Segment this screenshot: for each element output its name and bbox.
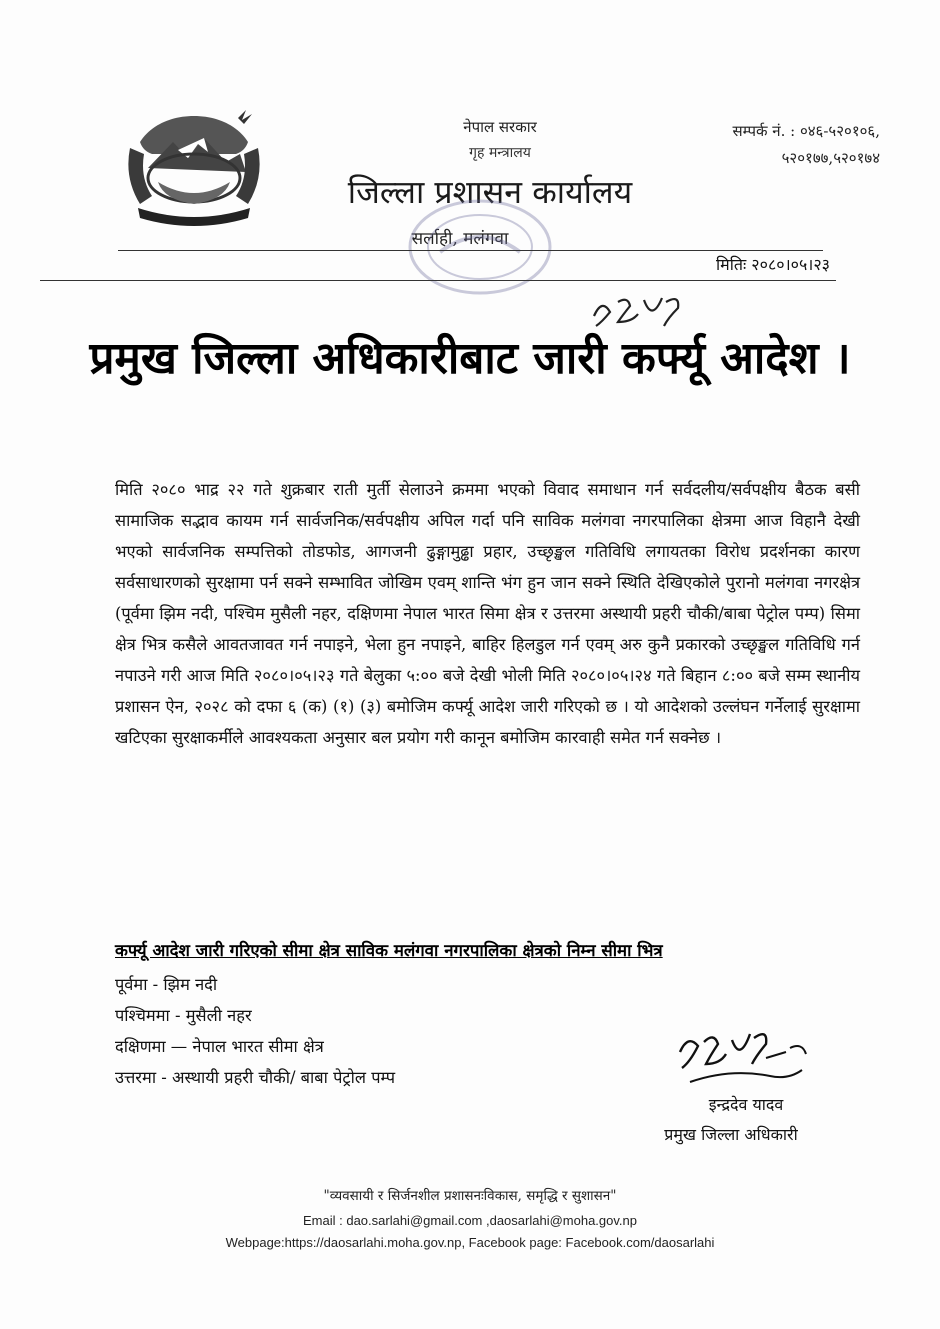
boundary-east: पूर्वमा - झिम नदी [115,975,218,994]
issue-date: मितिः २०८०।०५।२३ [716,255,830,274]
date-rule [40,280,836,281]
footer-slogan: "व्यवसायी र सिर्जनशील प्रशासनःविकास, समृद्धि र सुशासन" [323,1188,617,1204]
signatory-designation: प्रमुख जिल्ला अधिकारी [664,1125,798,1144]
header-rule [118,250,823,251]
boundary-list [115,969,395,1093]
office-name: जिल्ला प्रशासन कार्यालय [347,173,633,211]
footer-email: Email : dao.sarlahi@gmail.com ,daosarlahi@moha.gov.np [303,1213,637,1228]
ministry-name: गृह मन्त्रालय [469,145,531,161]
boundary-north: उत्तरमा - अस्थायी प्रहरी चौकी/ बाबा पेट्रोल पम्प [115,1068,396,1087]
order-body: मिति २०८० भाद्र २२ गते शुक्रबार राती मुर्ती सेलाउने क्रममा भएको विवाद समाधान गर्न सर्वदलीय/सर्वपक्षीय बैठक बसी सामाजिक सद्भाव कायम गर्न सार्वजनिक/सर्वपक्षीय अपिल गर्दा पनि साविक मलंगवा नगरपालिका क्षेत्रमा आज विहानै देखी भएको सार्वजनिक सम्पत्तिको तोडफोड, आगजनी ढुङ्गामुढ्ढा प्रहार, उच्छृङ्खल गतिविधि लगायतका विरोध प्रदर्शनका कारण सर्वसाधारणको सुरक्षामा पर्न सक्ने सम्भावित जोखिम एवम् शान्ति भंग हुन जान सक्ने स्थिति देखिएकोले पुरानो मलंगवा नगरक्षेत्र (पूर्वमा झिम नदी, पश्चिम मुसैली नहर, दक्षिणमा नेपाल भारत सिमा क्षेत्र र उत्तरमा अस्थायी प्रहरी चौकी/बाबा पेट्रोल पम्प) सिमा क्षेत्र भित्र कसैले आवतजावत गर्न नपाइने, भेला हुन नपाइने, बाहिर हिलडुल गर्न एवम् अरु कुनै प्रकारको उच्छृङ्खल गतिविधि गर्न नपाउने गरी आज मिति २०८०।०५।२३ गते बेलुका ५:०० बजे देखी भोली मिति २०८०।०५।२४ गते बिहान ८:०० बजे सम्म स्थानीय प्रशासन ऐन, २०२८ को दफा ६ (क) (१) (३) बमोजिम कर्फ्यू आदेश जारी गरिएको छ । यो आदेशको उल्लंघन गर्नेलाई सुरक्षामा खटिएका सुरक्षाकर्मीले आवश्यकता अनुसार बल प्रयोग गरी कानून बमोजिम कारवाही समेत गर्न सक्नेछ । [115,480,860,747]
signatory-name: इन्द्रदेव यादव [708,1095,784,1114]
contact-info [733,118,880,172]
contact-line-1: सम्पर्क नं. : ०४६-५२०१०६, [732,122,880,140]
government-name: नेपाल सरकार [463,118,537,136]
footer-webpage: Webpage:https://daosarlahi.moha.gov.np, Facebook page: Facebook.com/daosarlahi [225,1235,715,1250]
office-stamp-icon [400,192,560,302]
document-title: प्रमुख जिल्ला अधिकारीबाट जारी कर्फ्यू आदेश । [89,333,851,384]
boundary-subject: कर्फ्यू आदेश जारी गरिएको सीमा क्षेत्र साविक मलंगवा नगरपालिका क्षेत्रको निम्न सीमा भित्र [115,940,663,960]
nepal-emblem-icon [118,108,270,226]
contact-line-2: ५२०१७७,५२०१७४ [781,149,880,167]
boundary-south: दक्षिणमा — नेपाल भारत सीमा क्षेत्र [115,1037,324,1056]
boundary-west: पश्चिममा - मुसैली नहर [115,1006,252,1025]
signature-mark [670,1012,820,1092]
office-location: सर्लाही, मलंगवा [411,229,509,249]
svg-text:· · · · · · · · · · · · · ·: · · · · · · · · · · · · · · [166,211,222,219]
